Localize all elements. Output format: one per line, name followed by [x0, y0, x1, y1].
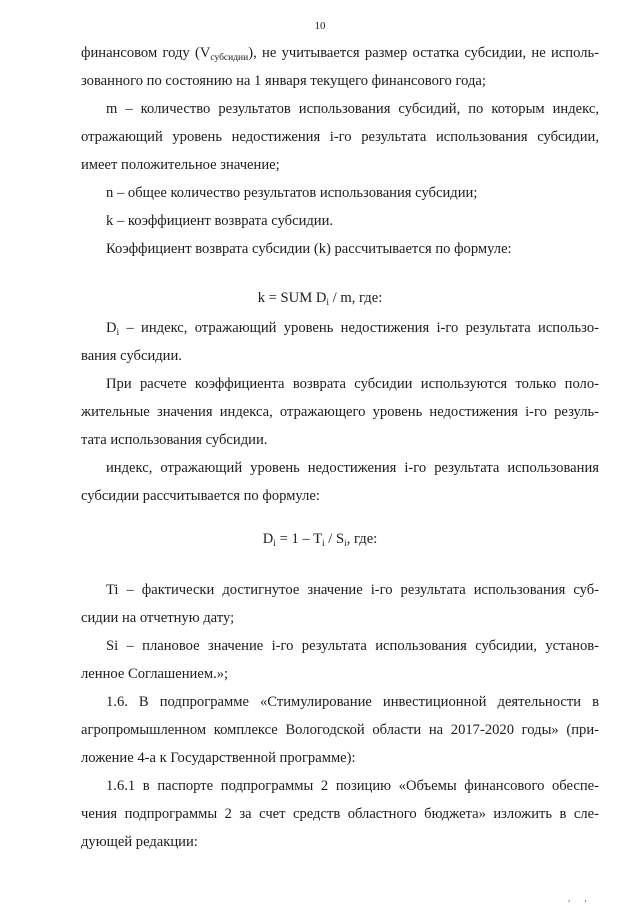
text-line: тата использования субсидии. [81, 432, 268, 448]
text-line: дующей редакции: [81, 834, 198, 850]
text-line: жительные значения индекса, отражающего уровень недостижения i-го резуль- [81, 404, 599, 420]
text-line: m – количество результатов использования субсидий, по которым индекс, [106, 101, 599, 117]
text-line: Si – плановое значение i-го результата использования субсидии, установ- [106, 638, 599, 654]
text-line: отражающий уровень недостижения i-го результата использования субсидии, [81, 129, 599, 145]
text-line: субсидии рассчитывается по формуле: [81, 488, 320, 504]
text-line: сидии на отчетную дату; [81, 610, 235, 626]
text-line: n – общее количество результатов использования субсидии; [106, 185, 478, 201]
text-line: агропромышленном комплексе Вологодской области на 2017-2020 годы» (при- [81, 722, 599, 738]
text-line: финансовом году $(V_{субсидии})$, не учитывается размер остатка субсидии, не исполь- [81, 45, 599, 63]
text-line: При расчете коэффициента возврата субсидии используются только поло- [106, 376, 599, 392]
text-line: Коэффициент возврата субсидии (k) рассчитывается по формуле: [106, 241, 512, 257]
text-line: k – коэффициент возврата субсидии. [106, 213, 334, 229]
text-line: имеет положительное значение; [81, 157, 280, 173]
text-line: Ti – фактически достигнутое значение i-го результата использования суб- [106, 582, 599, 598]
text-line: индекс, отражающий уровень недостижения i-го результата использования [106, 460, 599, 476]
text-line: вания субсидии. [81, 348, 182, 364]
text-line: ложение 4-а к Государственной программе): [81, 750, 356, 766]
formula-k: k = SUM $D_i$ / m, где: [257, 290, 383, 308]
text-line: $D_i$ – индекс, отражающий уровень недостижения i-го результата использо- [106, 320, 599, 338]
text-line: чения подпрограммы 2 за счет средств областного бюджета» изложить в сле- [81, 806, 599, 822]
text-line: зованного по состоянию на 1 января текущего финансового года; [81, 73, 486, 89]
scan-marks: , , [568, 893, 593, 903]
text-line: ленное Соглашением.»; [81, 666, 229, 682]
page-number: 10 [314, 20, 326, 32]
formula-d: $D_i = 1 - T_i / S_i$, где: [262, 531, 378, 549]
text-line: 1.6. В подпрограмме «Стимулирование инвестиционной деятельности в [106, 694, 599, 710]
text-line: 1.6.1 в паспорте подпрограммы 2 позицию «Объемы финансового обеспе- [106, 778, 599, 794]
